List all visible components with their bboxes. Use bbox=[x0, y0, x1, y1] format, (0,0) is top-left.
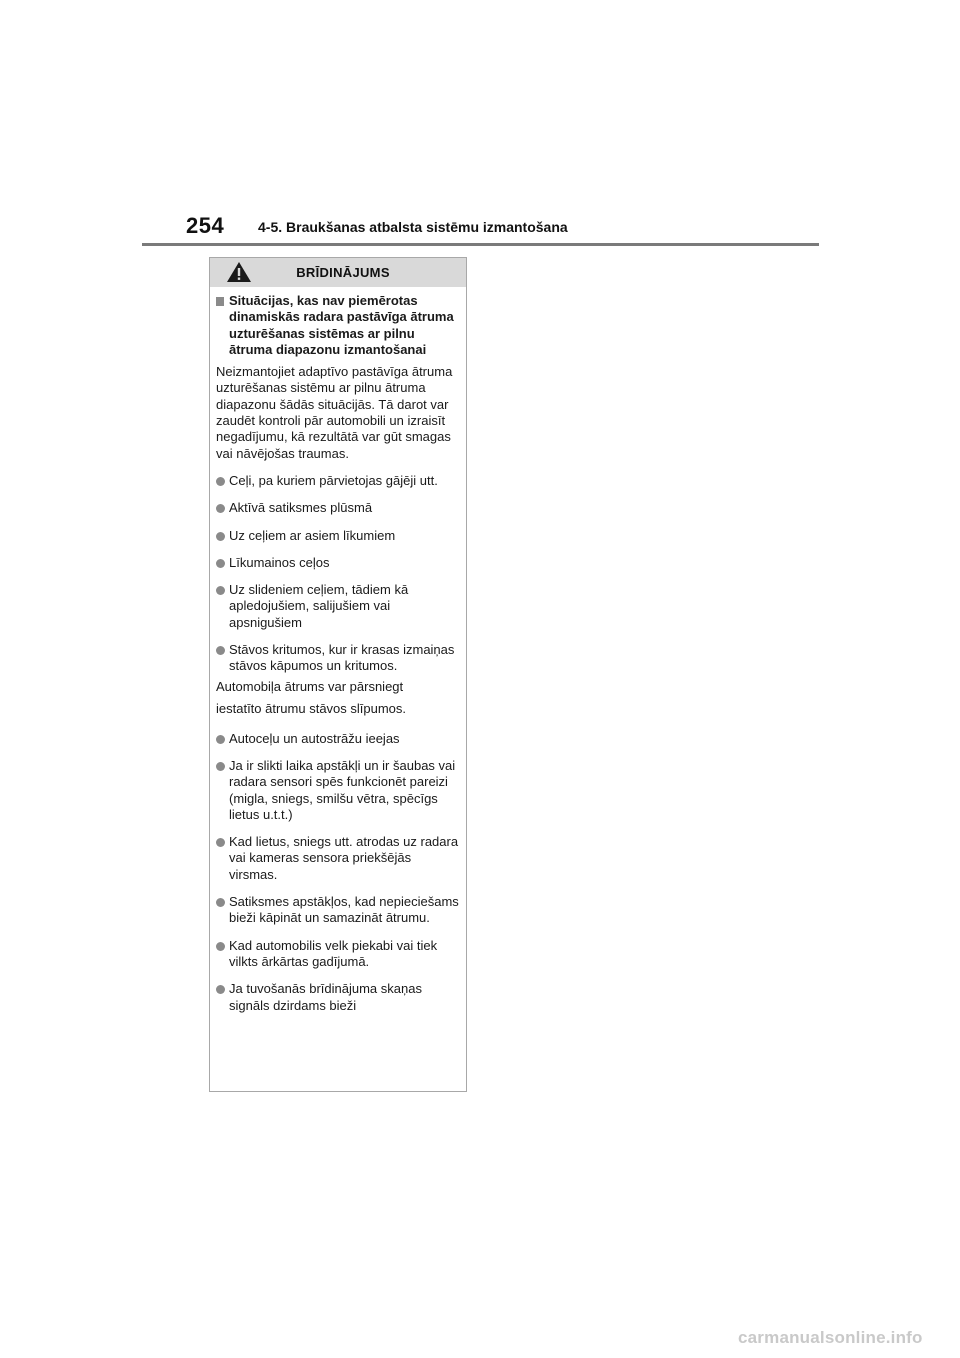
list-item bbox=[216, 731, 460, 747]
header-rule bbox=[142, 243, 819, 246]
list-item-text: Uz ceļiem ar asiem līkumiem bbox=[229, 527, 396, 543]
bullet-dot-icon bbox=[216, 586, 225, 595]
list-item bbox=[216, 500, 460, 516]
list-item bbox=[216, 981, 460, 1014]
list-item bbox=[216, 642, 460, 675]
note-paragraph bbox=[216, 676, 460, 720]
list-item-text: Satiksmes apstākļos, kad nepieciešams bieži kāpināt un samazināt ātrumu. bbox=[229, 894, 459, 926]
list-item-text: Līkumainos ceļos bbox=[229, 554, 330, 570]
bullet-dot-icon bbox=[216, 735, 225, 744]
bullet-dot-icon bbox=[216, 477, 225, 486]
list-item-text: Stāvos kritumos, kur ir krasas izmaiņas stāvos kāpumos un kritumos. bbox=[229, 642, 455, 674]
list-item bbox=[216, 938, 460, 971]
list-item bbox=[216, 582, 460, 631]
list-item bbox=[216, 555, 460, 571]
list-item-text: Kad lietus, sniegs utt. atrodas uz radara vai kameras sensora priekšējās virsmas. bbox=[229, 834, 459, 882]
bullet-dot-icon bbox=[216, 985, 225, 994]
page-number: 254 bbox=[186, 213, 225, 238]
list-item-text: Uz slideniem ceļiem, tādiem kā apledojušiem, salijušiem vai apsnigušiem bbox=[229, 582, 409, 630]
warning-triangle-icon bbox=[226, 261, 252, 283]
list-item bbox=[216, 834, 460, 883]
warning-title: BRĪDINĀJUMS bbox=[296, 265, 390, 280]
intro-paragraph: Neizmantojiet adaptīvo pastāvīga ātruma uzturēšanas sistēmu ar pilnu ātruma diapazonu šādās situācijās. Tā darot var zaudēt kontroli pār automobili un izraisīt negadījumu, kā rezultātā var gūt smagas vai nāvējošas traumas. bbox=[216, 364, 453, 461]
bullet-dot-icon bbox=[216, 838, 225, 847]
note-line: Automobiļa ātrums var pārsniegt bbox=[216, 678, 404, 694]
bullet-dot-icon bbox=[216, 504, 225, 513]
bullet-dot-icon bbox=[216, 532, 225, 541]
warning-header bbox=[210, 258, 466, 287]
watermark: carmanualsonline.info bbox=[738, 1328, 923, 1347]
warning-subheading bbox=[216, 293, 460, 358]
bullet-dot-icon bbox=[216, 559, 225, 568]
list-item-text: Ceļi, pa kuriem pārvietojas gājēji utt. bbox=[229, 472, 438, 488]
square-bullet-icon bbox=[216, 297, 224, 306]
bullet-dot-icon bbox=[216, 646, 225, 655]
bullet-dot-icon bbox=[216, 942, 225, 951]
bullet-dot-icon bbox=[216, 898, 225, 907]
bullet-dot-icon bbox=[216, 762, 225, 771]
list-item-text: Ja ir slikti laika apstākļi un ir šaubas vai radara sensori spēs funkcionēt pareizi (migla, sniegs, smilšu vētra, spēcīgs lietus u.t.t.) bbox=[229, 757, 456, 822]
list-item-text: Aktīvā satiksmes plūsmā bbox=[229, 500, 373, 516]
warning-box bbox=[209, 257, 467, 1092]
subheading-text: Situācijas, kas nav piemērotas dinamiskās radara pastāvīga ātruma uzturēšanas sistēmas ar pilnu ātruma diapazonu izmantošanai bbox=[229, 293, 454, 357]
list-item bbox=[216, 894, 460, 927]
list-item-text: Ja tuvošanās brīdinājuma skaņas signāls dzirdams bieži bbox=[229, 981, 422, 1013]
list-item-text: Autoceļu un autostrāžu ieejas bbox=[229, 730, 400, 746]
list-item bbox=[216, 473, 460, 489]
warning-content bbox=[210, 287, 466, 1014]
note-line: iestatīto ātrumu stāvos slīpumos. bbox=[216, 700, 407, 716]
list-item bbox=[216, 528, 460, 544]
list-item bbox=[216, 758, 460, 823]
section-title: 4-5. Braukšanas atbalsta sistēmu izmantošana bbox=[258, 219, 568, 235]
list-item-text: Kad automobilis velk piekabi vai tiek vilkts ārkārtas gadījumā. bbox=[229, 937, 438, 969]
